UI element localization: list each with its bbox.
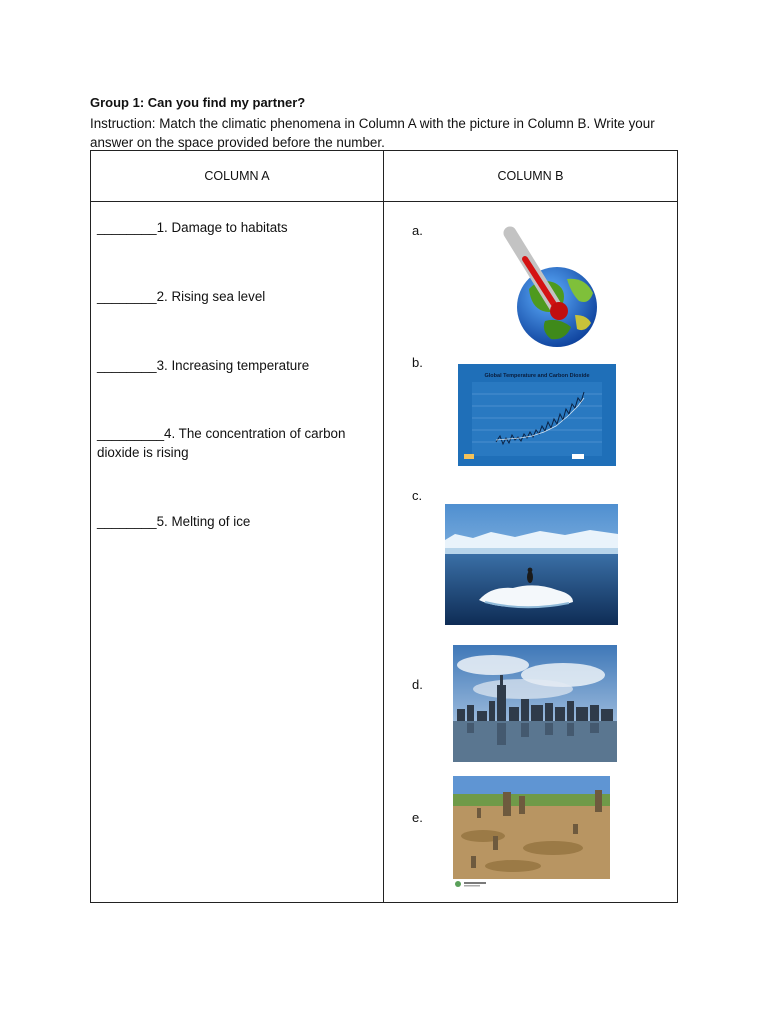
column-a-item-3: ________3. Increasing temperature bbox=[97, 358, 310, 373]
content-row bbox=[91, 202, 678, 903]
column-b-letter-a: a. bbox=[412, 223, 423, 238]
column-b-letter-d: d. bbox=[412, 677, 423, 692]
column-b-letter-c: c. bbox=[412, 488, 423, 503]
column-b-letter-e: e. bbox=[412, 810, 423, 825]
column-a-item-2: ________2. Rising sea level bbox=[97, 289, 266, 304]
column-b-cell bbox=[384, 202, 678, 903]
column-a-header: COLUMN A bbox=[91, 151, 384, 202]
thermometer-globe-image bbox=[485, 219, 609, 352]
chart-image-title: Global Temperature and Carbon Dioxide bbox=[484, 373, 590, 379]
instruction-text: Instruction: Match the climatic phenomena in Column A with the picture in Column B. Write your answer on the space provided before the number. bbox=[90, 116, 655, 150]
column-b-header: COLUMN B bbox=[384, 151, 678, 202]
column-a-item-1: ________1. Damage to habitats bbox=[97, 220, 288, 235]
column-b-letter-b: b. bbox=[412, 355, 423, 370]
column-a-item-5: ________5. Melting of ice bbox=[97, 514, 251, 529]
temperature-co2-chart-image bbox=[458, 364, 616, 466]
melting-ice-penguin-image bbox=[445, 504, 618, 625]
worksheet-title: Group 1: Can you find my partner? bbox=[90, 95, 306, 110]
column-a-cell bbox=[91, 202, 384, 903]
column-a-item-4: _________4. The concentration of carbon dioxide is rising bbox=[97, 426, 346, 460]
matching-table bbox=[90, 150, 678, 903]
city-skyline-water-image bbox=[453, 645, 617, 762]
deforested-land-image bbox=[453, 776, 610, 889]
header-row bbox=[91, 151, 678, 202]
